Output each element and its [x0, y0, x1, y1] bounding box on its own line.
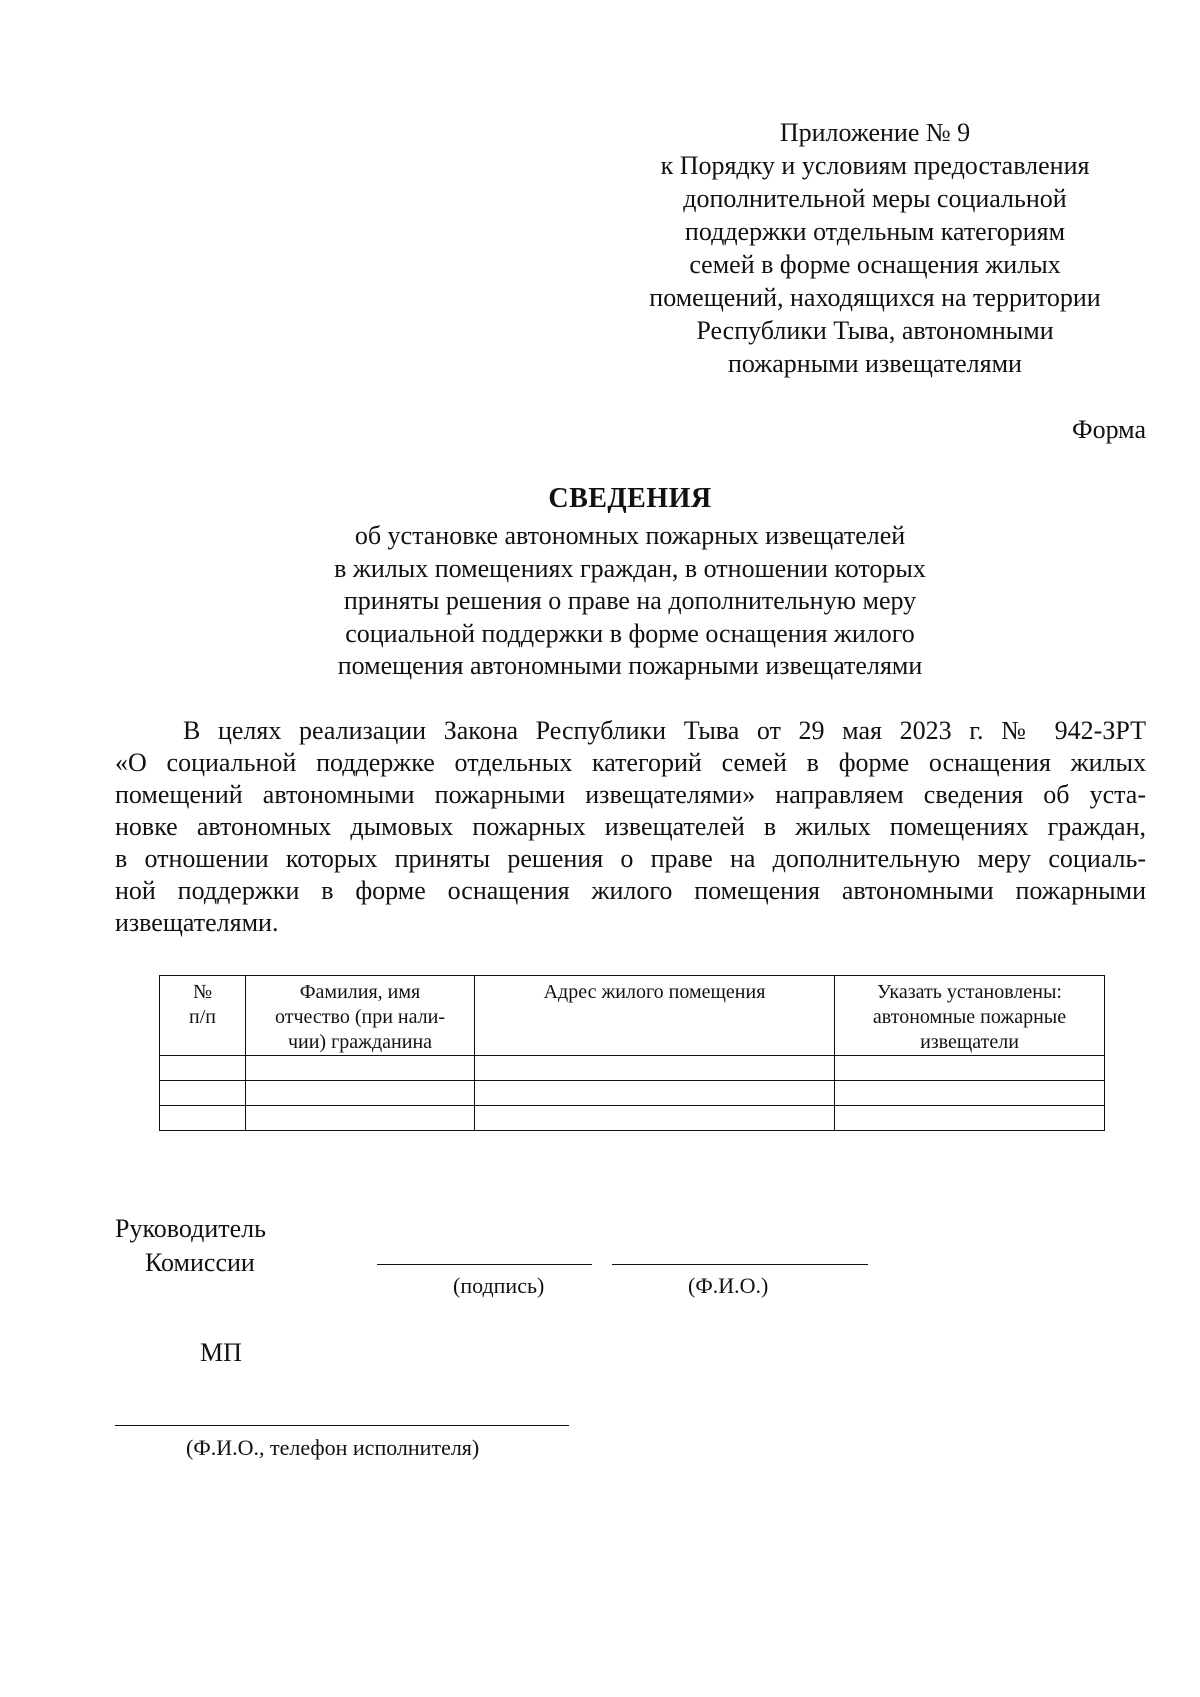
- body-line: В целях реализации Закона Республики Тыва от 29 мая 2023 г. № 942-ЗРТ: [183, 716, 1146, 745]
- signature-caption: (подпись): [453, 1273, 545, 1298]
- table-cell[interactable]: [160, 1106, 246, 1131]
- appendix-line: поддержки отдельным категориям: [684, 217, 1066, 246]
- header-address-line1: Адрес жилого помещения: [543, 981, 766, 1003]
- appendix-line: дополнительной меры социальной: [683, 184, 1067, 213]
- appendix-line: к Порядку и условиям предоставления: [660, 151, 1090, 180]
- header-installed-line2: автономные пожарные: [872, 1006, 1067, 1028]
- table-cell[interactable]: [835, 1106, 1105, 1131]
- table-cell[interactable]: [835, 1056, 1105, 1081]
- document-title: СВЕДЕНИЯ: [548, 483, 712, 514]
- body-line: в отношении которых приняты решения о праве на дополнительную меру социаль-: [115, 844, 1146, 873]
- body-paragraph: [115, 715, 1146, 939]
- body-line: помещений автономными пожарными извещателями» направляем сведения об уста-: [115, 780, 1146, 809]
- appendix-line: Республики Тыва, автономными: [696, 316, 1054, 345]
- appendix-line: пожарными извещателями: [728, 349, 1022, 378]
- body-line: «О социальной поддержке отдельных категорий семей в форме оснащения жилых: [115, 748, 1146, 777]
- header-installed-line3: извещатели: [920, 1031, 1019, 1053]
- table-header-row: [160, 976, 1105, 1056]
- subtitle-line: в жилых помещениях граждан, в отношении которых: [334, 553, 926, 583]
- body-line: новке автономных дымовых пожарных извещателей в жилых помещениях граждан,: [115, 812, 1146, 841]
- role-line1: Руководитель: [115, 1214, 266, 1243]
- fullname-line[interactable]: [612, 1264, 868, 1265]
- signature-line[interactable]: [377, 1264, 592, 1265]
- stamp-label: МП: [200, 1338, 242, 1367]
- header-number-line1: №: [192, 981, 213, 1003]
- header-installed-line1: Указать установлены:: [877, 981, 1062, 1003]
- header-number: [160, 976, 246, 1056]
- installation-table: [159, 975, 1105, 1131]
- fullname-caption: (Ф.И.О.): [688, 1273, 769, 1298]
- appendix-line: семей в форме оснащения жилых: [689, 250, 1061, 279]
- header-number-line2: п/п: [189, 1006, 216, 1028]
- header-fullname: [246, 976, 475, 1056]
- body-line: ной поддержки в форме оснащения жилого помещения автономными пожарными: [115, 876, 1146, 905]
- appendix-line: помещений, находящихся на территории: [649, 283, 1101, 312]
- table-cell[interactable]: [835, 1081, 1105, 1106]
- subtitle-line: приняты решения о праве на дополнительную меру: [343, 586, 917, 615]
- subtitle-line: помещения автономными пожарными извещателями: [337, 651, 923, 680]
- signatory-role: [115, 1212, 266, 1280]
- form-label: Форма: [1072, 415, 1146, 444]
- table-cell[interactable]: [475, 1106, 835, 1131]
- table-cell[interactable]: [475, 1081, 835, 1106]
- table-row: [160, 1081, 1105, 1106]
- subtitle-line: социальной поддержки в форме оснащения жилого: [345, 618, 915, 648]
- table-cell[interactable]: [246, 1106, 475, 1131]
- table-cell[interactable]: [160, 1056, 246, 1081]
- role-line2: Комиссии: [145, 1248, 255, 1277]
- table-row: [160, 1056, 1105, 1081]
- table-cell[interactable]: [475, 1056, 835, 1081]
- header-installed: [835, 976, 1105, 1056]
- table-row: [160, 1106, 1105, 1131]
- header-address: [475, 976, 835, 1056]
- body-line: извещателями.: [115, 908, 279, 937]
- table-cell[interactable]: [160, 1081, 246, 1106]
- header-fullname-line3: чии) гражданина: [287, 1031, 433, 1053]
- table-cell[interactable]: [246, 1056, 475, 1081]
- executor-line[interactable]: [115, 1425, 569, 1426]
- appendix-header: [625, 116, 1125, 380]
- table-cell[interactable]: [246, 1081, 475, 1106]
- appendix-line: Приложение № 9: [779, 118, 971, 147]
- subtitle-line: об установке автономных пожарных извещателей: [354, 521, 906, 550]
- header-fullname-line2: отчество (при нали-: [275, 1006, 445, 1028]
- header-fullname-line1: Фамилия, имя: [299, 981, 421, 1003]
- executor-caption: (Ф.И.О., телефон исполнителя): [186, 1435, 480, 1460]
- document-subtitle: [0, 520, 1200, 683]
